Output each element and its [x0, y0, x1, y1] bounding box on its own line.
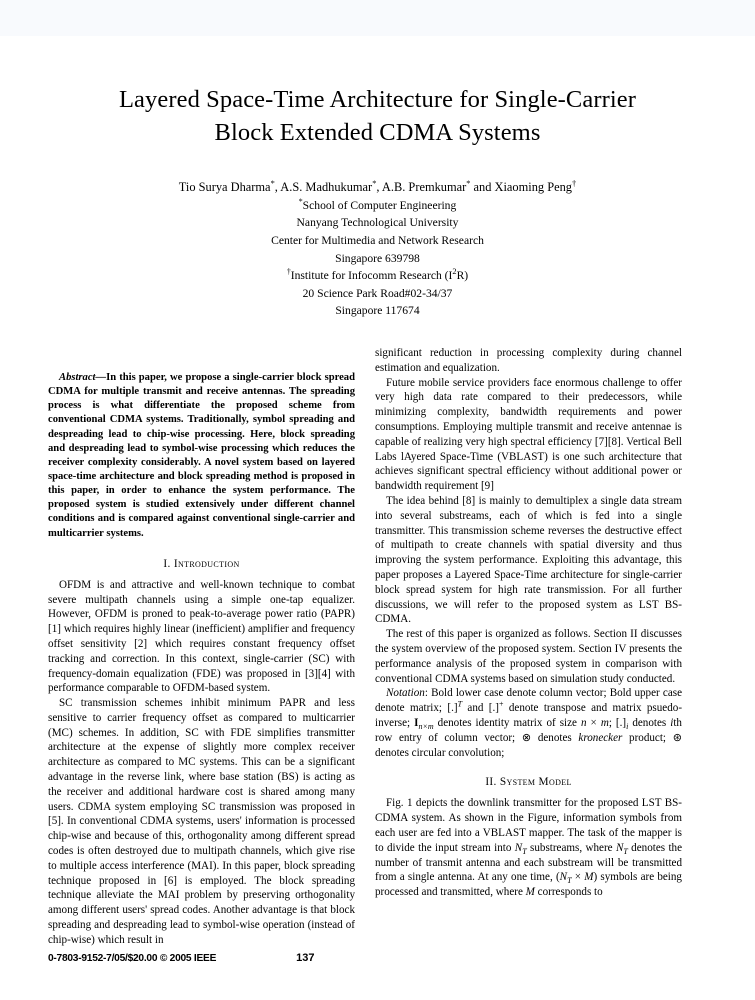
- abstract-label: Abstract—: [59, 372, 107, 384]
- author-list: Tio Surya Dharma*, A.S. Madhukumar*, A.B. Premkumar* and Xiaoming Peng†: [178, 178, 577, 195]
- two-column-body: [48, 346, 707, 948]
- right-paragraph-1: significant reduction in processing complexity during channel estimation and equalization.: [375, 347, 682, 374]
- copyright-notice: 0-7803-9152-7/05/$20.00 © 2005 IEEE: [48, 953, 217, 964]
- identity-matrix-symbol: I: [414, 716, 419, 729]
- matrix-size-m: m: [600, 716, 609, 729]
- author-affil-marker: †: [571, 178, 577, 189]
- intro-paragraph-1: OFDM is and attractive and well-known technique to combat severe multipath channels using a simple one-tap equalizer. However, OFDM is proned to peak-to-average power ratio (PAPR) [1] which requires highly linear (inefficient) amplifier and frequency offset sensitivity [2] which requires constant frequency offset tracking and correction. In this context, single-carrier (SC) with frequency-domain equalization (FDE) was proposed in [3][4] with performance comparable to OFDM-based system.: [48, 578, 355, 695]
- abstract-spacer: [48, 346, 355, 371]
- pseudoinverse-superscript: +: [498, 699, 504, 709]
- abstract-paragraph: [48, 371, 355, 541]
- intro-paragraph-2: SC transmission schemes inhibit minimum PAPR and less sensitive to carrier frequency offset as compared to multicarrier (MC) schemes. In addition, SC with FDE simplifies transmitter architecture at the expense of slightly more complex receiver architecture as compared to MC systems. This can be a significant advantage in the reverse link, where base station (BS) is acting as the receiver and additional hardware cost is shared among many users. CDMA system employing SC transmission was proposed in [5]. In conventional CDMA systems, users' information is processed chip-wise and because of this, orthogonality among different spread codes is often destroyed due to multipath channels, which give rise to multiple access interference (MAI). In this paper, block spreading technique proposed in [6] is employed. The block spreading technique alleviate the MAI problem by preserving orthogonality among different users' spread codes. Another advantage is that block spreading and despreading lead to symbol-wise operation (instead of chip-wise) which result in: [48, 697, 355, 946]
- author-affil-marker: *: [372, 178, 377, 189]
- affiliation-6: 20 Science Park Road#02-34/37: [302, 286, 453, 300]
- identity-matrix-subscript: n×m: [418, 722, 434, 732]
- right-paragraph-3: The idea behind [8] is mainly to demultiplex a single data stream into several substreams, each of which is fed into a single transmitter. This transmission scheme reverses the destructive effect of multipath to create channels with spatial diversity and thus improving the system performance. Exploiting this advantage, this paper proposes a Layered Space-Time architecture for single-carrier block spread system for high rate transmission. For all further discussions, we will refer to the proposed system as LST BS-CDMA.: [375, 495, 682, 626]
- affil-marker-star: *: [298, 196, 303, 206]
- affiliation-1: *School of Computer Engineering: [298, 196, 457, 212]
- affiliation-5: †Institute for Infocomm Research $(I^2R)$: [286, 267, 469, 283]
- ith-italic: i: [670, 716, 674, 729]
- affiliation-7: Singapore 117674: [335, 304, 420, 318]
- transpose-superscript: T: [457, 699, 463, 709]
- row-index-subscript: i: [626, 722, 629, 732]
- author-affil-marker: *: [270, 178, 275, 189]
- affiliation-2: Nanyang Technological University: [296, 216, 459, 230]
- page-footer: [48, 952, 707, 964]
- right-column: [375, 346, 682, 900]
- page-top-band: [0, 0, 755, 36]
- abstract-text: In this paper, we propose a single-carrier block spread CDMA for multiple transmit and receive antennas. The spreading process is what differentiate the proposed scheme from conventional CDMA systems. Traditionally, symbol spreading and despreading lead to chip-wise processing. Here, block spreading and despreading lead to symbol-wise processing which reduces the receiver complexity considerably. A novel system based on layered space-time architecture and block spreading method is proposed in this paper, in order to enhance the system performance. The proposed system is studied extensively under different channel conditions and is compared against conventional single-carrier and multicarrier systems.: [48, 372, 355, 539]
- notation-paragraph: Notation: Bold lower case denote column vector; Bold upper case denote matrix; [.]$^T$ and [.]+ denote transpose and matrix psuedo-inverse; $I_{n\times m}$ denotes identity matrix of size n × m; $[.]_i$ denotes ith row entry of column vector; ⊗ denotes kronecker product; ⊛ denotes circular convolution;: [375, 687, 683, 759]
- page-number: 137: [296, 952, 315, 964]
- m-symbol-2: M: [525, 886, 535, 899]
- section-heading-system-model: II. System Model: [485, 776, 572, 789]
- title-line-1: Layered Space-Time Architecture for Single-Carrier: [118, 86, 637, 113]
- title-line-2: Block Extended CDMA Systems: [214, 118, 541, 146]
- m-symbol: M: [584, 871, 594, 884]
- page-title: [48, 84, 707, 149]
- right-paragraph-2: Future mobile service providers face enormous challenge to offer very high data rate compared to their predecessors, while minimizing complexity, bandwidth requirements and power consumptions. Employing multiple transmit and receive antennae is capable of realizing very high spectral efficiency [7][8]. Vertical Bell Labs lAyered Space-Time (VBLAST) is one such architecture that achieves significant spectral efficiency without additional power or bandwidth requirement [9]: [375, 376, 682, 493]
- superscript-2: 2: [452, 267, 457, 277]
- left-column: [48, 346, 355, 948]
- paper-sheet: [0, 36, 755, 1000]
- author-affil-marker: *: [466, 178, 471, 189]
- kronecker-italic: kronecker: [578, 731, 623, 744]
- affil-marker-dagger: †: [286, 267, 291, 277]
- section-heading-introduction: I. Introduction: [163, 557, 240, 570]
- system-model-paragraph: Fig. 1 depicts the downlink transmitter for the proposed LST BS-CDMA system. As shown in the Figure, information symbols from each user are fed into a VBLAST mapper. The task of the mapper is to divide the input stream into $N_T$ substreams, where $N_T$ denotes the number of transmit antenna and each substream will be transmitted from a single antenna. At any one time, $(N_T \times M)$ symbols are being processed and transmitted, where M corresponds to: [375, 797, 682, 899]
- matrix-size-expression: n: [580, 716, 587, 729]
- nt-symbol: $N_T$: [514, 841, 527, 856]
- affiliation-3: Center for Multimedia and Network Research: [271, 233, 484, 247]
- affiliation-4: Singapore 639798: [335, 251, 420, 265]
- nt-symbol-2: $N_T$: [615, 841, 628, 856]
- right-paragraph-4: The rest of this paper is organized as follows. Section II discusses the system overview of the proposed system. Section IV presents the performance analysis of the proposed system in comparison with conventional CDMA systems based on simulation study conducted.: [375, 628, 682, 685]
- notation-label: Notation: [386, 687, 425, 700]
- nt-symbol-3: $N_T$: [559, 871, 572, 886]
